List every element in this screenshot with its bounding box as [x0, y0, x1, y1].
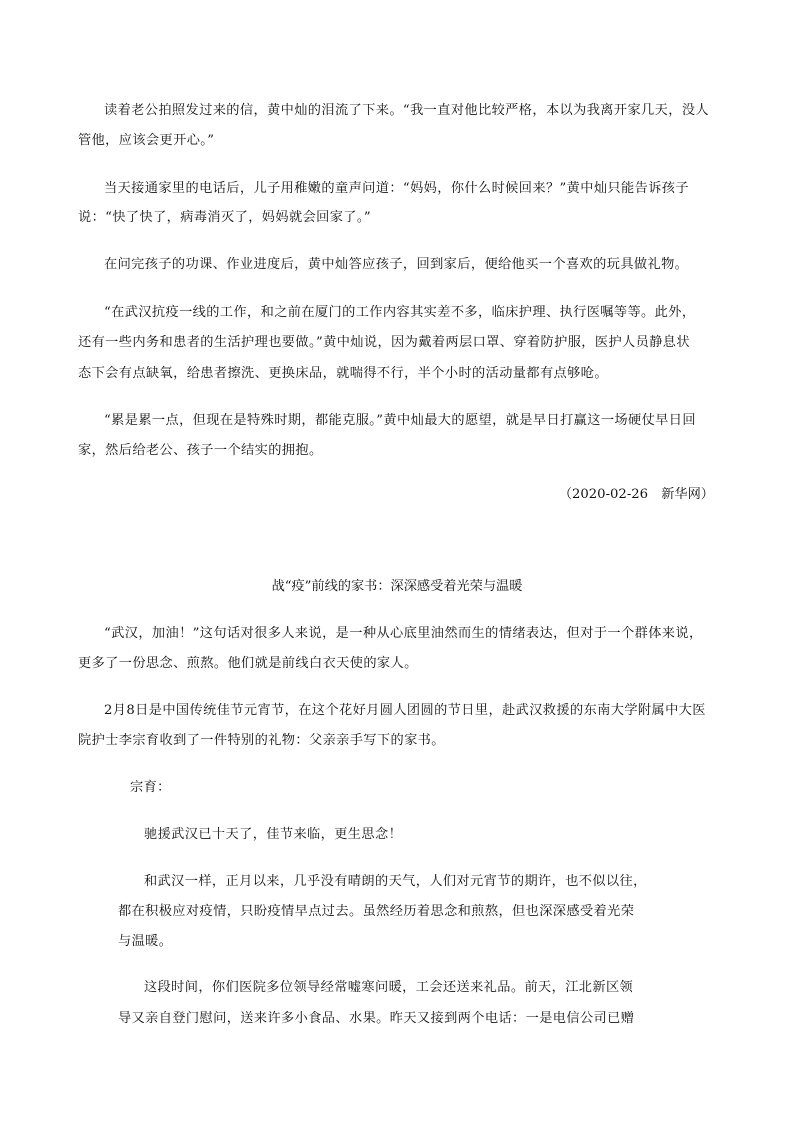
source-citation: （2020-02-26 新华网） — [558, 487, 714, 502]
letter-salutation: 宗育： — [130, 780, 171, 795]
paragraph-line: 2月8日是中国传统佳节元宵节，在这个花好月圆人团圆的节日里，赴武汉救援的东南大学附属中大医 — [104, 703, 706, 718]
letter-line: 都在积极应对疫情，只盼疫情早点过去。虽然经历着思念和煎熬，但也深深感受着光荣 — [118, 904, 635, 919]
letter-line: 导又亲自登门慰问，送来许多小食品、水果。昨天又接到两个电话：一是电信公司已赠 — [118, 1011, 635, 1026]
paragraph-line: “累是累一点，但现在是特殊时期，都能克服。”黄中灿最大的愿望，就是早日打赢这一场硬仗早日回 — [104, 413, 696, 428]
paragraph-line: 家，然后给老公、孩子一个结实的拥抱。 — [78, 443, 323, 458]
paragraph-line: 当天接通家里的电话后，儿子用稚嫩的童声问道：“妈妈，你什么时候回来？”黄中灿只能告诉孩子 — [104, 181, 689, 196]
paragraph-line: 院护士李宗育收到了一件特别的礼物：父亲亲手写下的家书。 — [78, 733, 445, 748]
paragraph-line: 更多了一份思念、煎熬。他们就是前线白衣天使的家人。 — [78, 656, 418, 671]
paragraph-line: 态下会有点缺氧，给患者擦洗、更换床品，就喘得不行，半个小时的活动量都有点够呛。 — [78, 366, 608, 381]
paragraph-line: 在问完孩子的功课、作业进度后，黄中灿答应孩子，回到家后，便给他买一个喜欢的玩具做礼物。 — [104, 257, 689, 272]
paragraph-line: 还有一些内务和患者的生活护理也要做。”黄中灿说，因为戴着两层口罩、穿着防护服，医护人员静息状 — [78, 335, 690, 350]
paragraph-line: “在武汉抗疫一线的工作，和之前在厦门的工作内容其实差不多，临床护理、执行医嘱等等。此外， — [104, 305, 696, 320]
article-title: 战“疫”前线的家书：深深感受着光荣与温暖 — [271, 579, 523, 594]
letter-line: 驰援武汉已十天了，佳节来临，更生思念！ — [144, 827, 403, 842]
paragraph-line: 管他，应该会更开心。” — [78, 133, 215, 148]
paragraph-line: 说：“快了快了，病毒消灭了，妈妈就会回家了。” — [78, 210, 372, 225]
paragraph-line: 读着老公拍照发过来的信，黄中灿的泪流了下来。“我一直对他比较严格，本以为我离开家几天，没人 — [104, 103, 709, 118]
letter-line: 这段时间，你们医院多位领导经常嘘寒问暖，工会还送来礼品。前天，江北新区领 — [144, 980, 634, 995]
letter-line: 与温暖。 — [118, 934, 173, 949]
letter-line: 和武汉一样，正月以来，几乎没有晴朗的天气，人们对元宵节的期许，也不似以往， — [144, 874, 647, 889]
paragraph-line: “武汉，加油！”这句话对很多人来说，是一种从心底里油然而生的情绪表达，但对于一个群体来说， — [104, 626, 703, 641]
